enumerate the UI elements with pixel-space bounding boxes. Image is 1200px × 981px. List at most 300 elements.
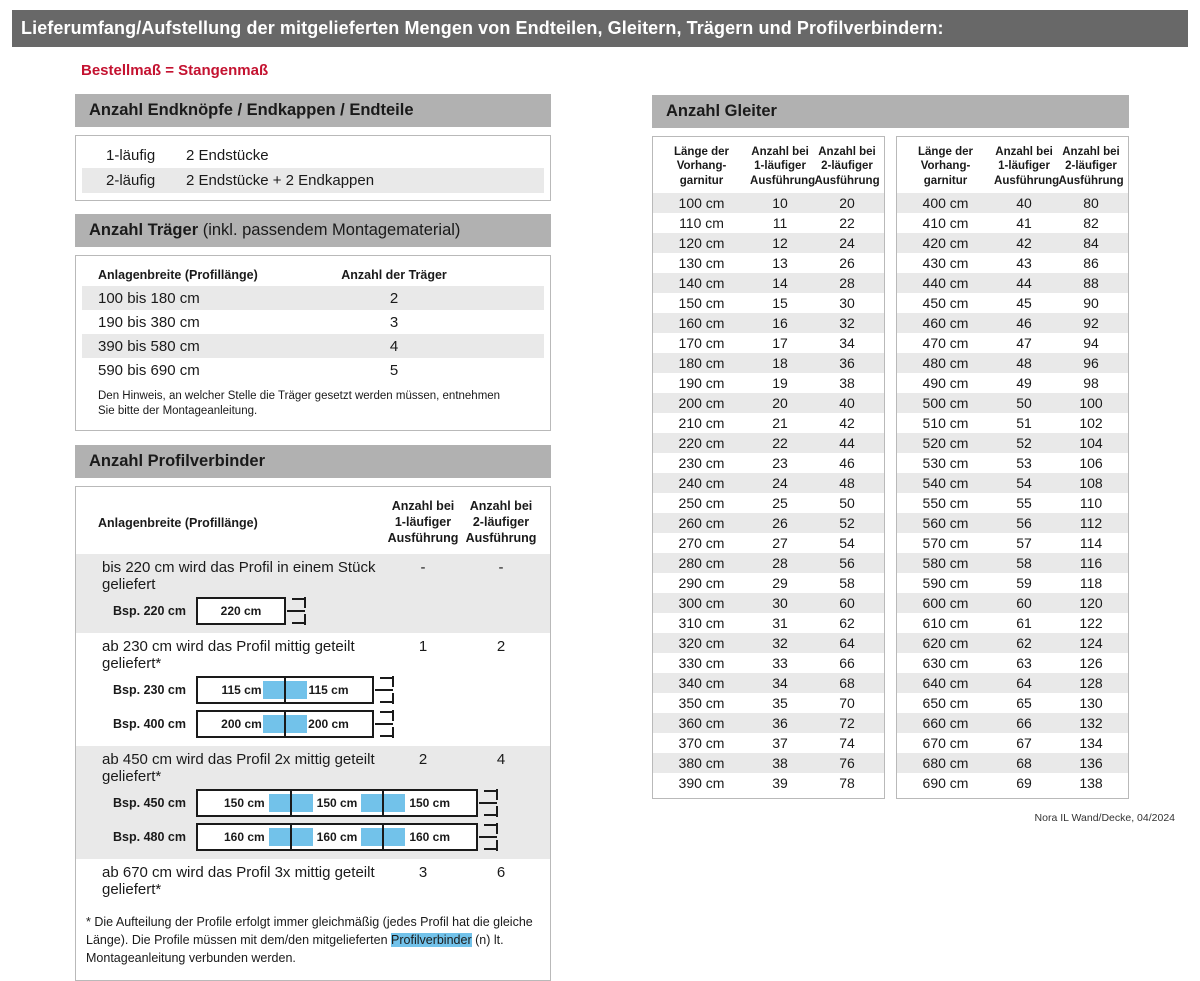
gleiter-row bbox=[653, 513, 884, 533]
profile-example-label: Bsp. 400 cm bbox=[113, 716, 186, 731]
profile-segment-label: 220 cm bbox=[220, 603, 262, 618]
gleiter-row bbox=[897, 593, 1128, 613]
gleiter-length: 110 cm bbox=[679, 215, 724, 232]
gleiter-row bbox=[897, 753, 1128, 773]
profile-bar bbox=[196, 789, 478, 817]
profilverbinder-col2-header: Anzahl bei 1-läufiger Ausführung bbox=[387, 499, 459, 545]
profile-example-row bbox=[76, 786, 550, 819]
gleiter-row bbox=[897, 673, 1128, 693]
gleiter-count-2laeufig: 138 bbox=[1079, 775, 1103, 792]
gleiter-count-1laeufig: 22 bbox=[772, 435, 788, 452]
gleiter-count-1laeufig: 51 bbox=[1016, 415, 1032, 432]
gleiter-count-1laeufig: 26 bbox=[772, 515, 788, 532]
traeger-col1-header: Anlagenbreite (Profillänge) bbox=[98, 268, 258, 282]
traeger-row-count: 3 bbox=[389, 313, 399, 331]
gleiter-length: 260 cm bbox=[678, 515, 725, 532]
traeger-row-range: 590 bis 690 cm bbox=[98, 361, 200, 379]
profilverbinder-table bbox=[75, 486, 551, 980]
gleiter-length: 600 cm bbox=[922, 595, 969, 612]
profile-segment-label: 200 cm bbox=[308, 716, 349, 731]
gleiter-length: 100 cm bbox=[678, 195, 725, 212]
gleiter-length: 570 cm bbox=[922, 535, 969, 552]
endteile-row-value: 2 Endstücke + 2 Endkappen bbox=[186, 172, 375, 189]
gleiter-count-1laeufig: 27 bbox=[772, 535, 788, 552]
gleiter-length: 580 cm bbox=[922, 555, 969, 572]
profilverbinder-footnote bbox=[76, 904, 550, 975]
gleiter-count-1laeufig: 47 bbox=[1016, 335, 1032, 352]
traeger-row bbox=[82, 358, 544, 382]
gleiter-row bbox=[653, 293, 884, 313]
traeger-row bbox=[82, 286, 544, 310]
gleiter-count-1laeufig: 23 bbox=[772, 455, 788, 472]
gleiter-row bbox=[897, 413, 1128, 433]
gleiter-length: 250 cm bbox=[678, 495, 725, 512]
gleiter-count-2laeufig: 84 bbox=[1083, 235, 1099, 252]
gleiter-row bbox=[897, 713, 1128, 733]
gleiter-count-2laeufig: 64 bbox=[839, 635, 855, 652]
gleiter-count-1laeufig: 60 bbox=[1016, 595, 1032, 612]
section-header-traeger-bold: Anzahl Träger bbox=[89, 221, 199, 239]
gleiter-length: 430 cm bbox=[922, 255, 969, 272]
gleiter-row bbox=[897, 693, 1128, 713]
gleiter-count-2laeufig: 44 bbox=[839, 435, 855, 452]
gleiter-length: 160 cm bbox=[678, 315, 725, 332]
traeger-row-range: 390 bis 580 cm bbox=[98, 337, 200, 355]
footnote-text-post: (n) lt. Montageanleitung verbunden werden. bbox=[86, 933, 504, 966]
profile-segment-label: 150 cm bbox=[223, 795, 265, 810]
profile-example-row bbox=[76, 673, 550, 706]
endteile-row-label: 2-läufig bbox=[106, 172, 156, 189]
end-bracket-icon bbox=[287, 595, 309, 627]
gleiter-length: 190 cm bbox=[678, 375, 725, 392]
gleiter-length: 490 cm bbox=[922, 375, 969, 392]
gleiter-count-1laeufig: 11 bbox=[772, 215, 788, 232]
gleiter-row bbox=[897, 193, 1128, 213]
gleiter-count-2laeufig: 24 bbox=[839, 235, 855, 252]
gleiter-count-1laeufig: 54 bbox=[1016, 475, 1032, 492]
gleiter-count-2laeufig: 80 bbox=[1083, 195, 1099, 212]
gleiter-count-1laeufig: 24 bbox=[772, 475, 788, 492]
section-header-endteile: Anzahl Endknöpfe / Endkappen / Endteile bbox=[75, 94, 551, 127]
gleiter-count-1laeufig: 58 bbox=[1016, 555, 1032, 572]
gleiter-row bbox=[897, 533, 1128, 553]
gleiter-count-1laeufig: 41 bbox=[1016, 215, 1032, 232]
gleiter-length: 270 cm bbox=[678, 535, 725, 552]
gleiter-count-2laeufig: 60 bbox=[839, 595, 855, 612]
gleiter-count-2laeufig: 124 bbox=[1079, 635, 1103, 652]
gleiter-count-2laeufig: 102 bbox=[1079, 415, 1103, 432]
end-bracket-icon bbox=[375, 708, 397, 740]
gleiter-count-2laeufig: 126 bbox=[1079, 655, 1103, 672]
gleiter-length: 420 cm bbox=[922, 235, 969, 252]
traeger-row-range: 190 bis 380 cm bbox=[98, 313, 200, 331]
order-size-note: Bestellmaß = Stangenmaß bbox=[81, 62, 269, 79]
gleiter-length: 460 cm bbox=[922, 315, 969, 332]
traeger-rows bbox=[82, 286, 544, 382]
gleiter-tables bbox=[652, 136, 1129, 799]
profile-bar-wrap bbox=[196, 708, 397, 740]
gleiter-length: 170 cm bbox=[678, 335, 725, 352]
gleiter-count-2laeufig: 20 bbox=[839, 195, 855, 212]
gleiter-count-2laeufig: 110 bbox=[1079, 495, 1103, 512]
gleiter-count-2laeufig: 38 bbox=[839, 375, 855, 392]
gleiter-length: 540 cm bbox=[922, 475, 969, 492]
gleiter-count-1laeufig: 66 bbox=[1016, 715, 1032, 732]
gleiter-count-2laeufig: 114 bbox=[1079, 535, 1103, 552]
gleiter-count-2laeufig: 130 bbox=[1079, 695, 1103, 712]
gleiter-col-header: Anzahl bei 2-läufiger Ausführung bbox=[814, 146, 880, 187]
profilverbinder-block bbox=[76, 633, 550, 746]
gleiter-length: 150 cm bbox=[678, 295, 725, 312]
gleiter-left-rows bbox=[653, 193, 884, 793]
gleiter-row bbox=[653, 413, 884, 433]
gleiter-length: 480 cm bbox=[922, 355, 969, 372]
gleiter-count-1laeufig: 30 bbox=[772, 595, 788, 612]
gleiter-count-1laeufig: 29 bbox=[772, 575, 788, 592]
profile-segment-label: 115 cm bbox=[221, 682, 262, 697]
gleiter-row bbox=[653, 333, 884, 353]
gleiter-length: 240 cm bbox=[678, 475, 725, 492]
gleiter-count-1laeufig: 21 bbox=[772, 415, 788, 432]
gleiter-length: 590 cm bbox=[922, 575, 969, 592]
gleiter-count-1laeufig: 52 bbox=[1016, 435, 1032, 452]
gleiter-length: 410 cm bbox=[922, 215, 969, 232]
gleiter-count-1laeufig: 64 bbox=[1016, 675, 1032, 692]
gleiter-count-2laeufig: 104 bbox=[1079, 435, 1103, 452]
traeger-note: Den Hinweis, an welcher Stelle die Träger gesetzt werden müssen, entnehmen Sie bitte der Montageanleitung. bbox=[98, 390, 501, 418]
gleiter-row bbox=[897, 213, 1128, 233]
gleiter-count-2laeufig: 56 bbox=[839, 555, 855, 572]
gleiter-col-header: Anzahl bei 2-läufiger Ausführung bbox=[1058, 146, 1124, 187]
profilverbinder-block-title: ab 670 cm wird das Profil 3x mittig geteilt geliefert* bbox=[102, 864, 375, 899]
gleiter-row bbox=[897, 233, 1128, 253]
gleiter-length: 650 cm bbox=[922, 695, 969, 712]
gleiter-row bbox=[653, 533, 884, 553]
gleiter-count-2laeufig: 42 bbox=[839, 415, 855, 432]
footnote-text-pre: * Die Aufteilung der Profile erfolgt immer gleichmäßig (jedes Profil hat die gleiche Länge). Die Profile müssen mit dem/den mitgelieferten bbox=[86, 915, 533, 948]
gleiter-count-2laeufig: 62 bbox=[839, 615, 855, 632]
gleiter-count-2laeufig: 76 bbox=[839, 755, 855, 772]
gleiter-count-2laeufig: 32 bbox=[839, 315, 855, 332]
gleiter-count-1laeufig: 67 bbox=[1016, 735, 1032, 752]
gleiter-length: 360 cm bbox=[678, 715, 725, 732]
gleiter-count-2laeufig: 30 bbox=[839, 295, 855, 312]
profile-bar bbox=[196, 676, 374, 704]
gleiter-count-2laeufig: 120 bbox=[1079, 595, 1103, 612]
gleiter-count-2laeufig: 122 bbox=[1079, 615, 1103, 632]
gleiter-count-1laeufig: 13 bbox=[772, 255, 788, 272]
gleiter-table-right bbox=[896, 136, 1129, 799]
gleiter-length: 340 cm bbox=[678, 675, 725, 692]
gleiter-count-1laeufig: 40 bbox=[1016, 195, 1032, 212]
gleiter-length: 200 cm bbox=[678, 395, 725, 412]
gleiter-count-2laeufig: 34 bbox=[839, 335, 855, 352]
gleiter-count-2laeufig: 36 bbox=[839, 355, 855, 372]
gleiter-row bbox=[653, 433, 884, 453]
gleiter-count-2laeufig: 92 bbox=[1083, 315, 1099, 332]
profilverbinder-value-1laeufig: 2 bbox=[418, 751, 428, 769]
gleiter-row bbox=[897, 453, 1128, 473]
gleiter-length: 120 cm bbox=[678, 235, 725, 252]
gleiter-length: 350 cm bbox=[678, 695, 725, 712]
profile-bar-wrap bbox=[196, 821, 501, 853]
right-column bbox=[652, 95, 1129, 799]
gleiter-count-1laeufig: 35 bbox=[772, 695, 788, 712]
gleiter-count-2laeufig: 46 bbox=[839, 455, 855, 472]
gleiter-length: 220 cm bbox=[678, 435, 725, 452]
traeger-row bbox=[82, 334, 544, 358]
profilverbinder-block-titlerow bbox=[76, 751, 550, 785]
gleiter-length: 520 cm bbox=[922, 435, 969, 452]
gleiter-count-2laeufig: 136 bbox=[1079, 755, 1103, 772]
gleiter-row bbox=[897, 273, 1128, 293]
gleiter-row bbox=[653, 353, 884, 373]
gleiter-row bbox=[653, 773, 884, 793]
profile-bar-wrap bbox=[196, 787, 501, 819]
gleiter-count-2laeufig: 100 bbox=[1079, 395, 1103, 412]
traeger-row bbox=[82, 310, 544, 334]
gleiter-length: 380 cm bbox=[678, 755, 725, 772]
gleiter-length: 300 cm bbox=[678, 595, 725, 612]
page-title: Lieferumfang/Aufstellung der mitgelieferten Mengen von Endteilen, Gleitern, Trägern und Profilverbindern: bbox=[12, 10, 1188, 47]
profile-example-label: Bsp. 230 cm bbox=[113, 682, 186, 697]
gleiter-length: 670 cm bbox=[922, 735, 969, 752]
gleiter-count-1laeufig: 65 bbox=[1016, 695, 1032, 712]
gleiter-count-1laeufig: 56 bbox=[1016, 515, 1032, 532]
section-header-gleiter: Anzahl Gleiter bbox=[652, 95, 1129, 128]
gleiter-row bbox=[897, 473, 1128, 493]
gleiter-count-2laeufig: 132 bbox=[1079, 715, 1103, 732]
gleiter-count-2laeufig: 94 bbox=[1083, 335, 1099, 352]
profilverbinder-block-title: bis 220 cm wird das Profil in einem Stück geliefert bbox=[102, 559, 376, 594]
gleiter-row bbox=[653, 473, 884, 493]
profilverbinder-block bbox=[76, 859, 550, 904]
profilverbinder-block-title: ab 450 cm wird das Profil 2x mittig geteilt geliefert* bbox=[102, 751, 375, 786]
gleiter-row bbox=[653, 693, 884, 713]
gleiter-length: 510 cm bbox=[922, 415, 969, 432]
gleiter-length: 230 cm bbox=[678, 455, 725, 472]
profile-example-label: Bsp. 220 cm bbox=[113, 603, 186, 618]
traeger-col2-header: Anzahl der Träger bbox=[341, 268, 447, 282]
left-column bbox=[75, 62, 551, 981]
endteile-row bbox=[82, 143, 544, 168]
gleiter-count-2laeufig: 58 bbox=[839, 575, 855, 592]
gleiter-length: 470 cm bbox=[922, 335, 969, 352]
traeger-row-count: 2 bbox=[389, 289, 399, 307]
gleiter-row bbox=[653, 733, 884, 753]
gleiter-count-1laeufig: 69 bbox=[1016, 775, 1032, 792]
gleiter-count-1laeufig: 28 bbox=[772, 555, 788, 572]
gleiter-count-1laeufig: 59 bbox=[1016, 575, 1032, 592]
profilverbinder-blocks bbox=[76, 554, 550, 904]
gleiter-row bbox=[653, 233, 884, 253]
gleiter-count-2laeufig: 86 bbox=[1083, 255, 1099, 272]
profile-segment-label: 160 cm bbox=[223, 829, 265, 844]
gleiter-row bbox=[653, 613, 884, 633]
profilverbinder-col3-header: Anzahl bei 2-läufiger Ausführung bbox=[465, 499, 537, 545]
gleiter-row bbox=[653, 633, 884, 653]
traeger-table-head bbox=[82, 264, 544, 286]
gleiter-row bbox=[653, 753, 884, 773]
gleiter-count-2laeufig: 128 bbox=[1079, 675, 1103, 692]
gleiter-count-1laeufig: 32 bbox=[772, 635, 788, 652]
gleiter-row bbox=[653, 393, 884, 413]
gleiter-count-1laeufig: 12 bbox=[772, 235, 788, 252]
profile-example-row bbox=[76, 594, 550, 627]
gleiter-col-header: Anzahl bei 1-läufiger Ausführung bbox=[994, 146, 1060, 187]
gleiter-row bbox=[897, 553, 1128, 573]
gleiter-length: 130 cm bbox=[678, 255, 725, 272]
endteile-rows bbox=[82, 143, 544, 193]
gleiter-length: 620 cm bbox=[922, 635, 969, 652]
gleiter-length: 680 cm bbox=[922, 755, 969, 772]
gleiter-length: 370 cm bbox=[678, 735, 725, 752]
gleiter-row bbox=[897, 333, 1128, 353]
endteile-row-value: 2 Endstücke bbox=[186, 147, 269, 164]
gleiter-count-1laeufig: 15 bbox=[772, 295, 788, 312]
gleiter-count-1laeufig: 55 bbox=[1016, 495, 1032, 512]
profilverbinder-block bbox=[76, 746, 550, 859]
gleiter-length: 280 cm bbox=[678, 555, 725, 572]
gleiter-count-1laeufig: 31 bbox=[772, 615, 788, 632]
profile-segment-label: 150 cm bbox=[316, 795, 358, 810]
gleiter-row bbox=[653, 273, 884, 293]
traeger-row-count: 5 bbox=[389, 361, 399, 379]
document-footer: Nora IL Wand/Decke, 04/2024 bbox=[1034, 812, 1175, 824]
gleiter-count-1laeufig: 39 bbox=[772, 775, 788, 792]
gleiter-count-2laeufig: 108 bbox=[1079, 475, 1103, 492]
profilverbinder-col1-header: Anlagenbreite (Profillänge) bbox=[98, 515, 258, 530]
profilverbinder-block bbox=[76, 554, 550, 633]
profilverbinder-block-titlerow bbox=[76, 638, 550, 672]
profile-example-row bbox=[76, 707, 550, 740]
gleiter-row bbox=[897, 353, 1128, 373]
gleiter-row bbox=[653, 673, 884, 693]
gleiter-count-1laeufig: 44 bbox=[1016, 275, 1032, 292]
gleiter-row bbox=[653, 253, 884, 273]
gleiter-count-1laeufig: 57 bbox=[1016, 535, 1032, 552]
gleiter-count-1laeufig: 17 bbox=[772, 335, 788, 352]
gleiter-row bbox=[653, 373, 884, 393]
gleiter-count-2laeufig: 72 bbox=[839, 715, 855, 732]
gleiter-row bbox=[897, 773, 1128, 793]
gleiter-row bbox=[653, 573, 884, 593]
profile-bar bbox=[196, 597, 286, 625]
gleiter-row bbox=[653, 313, 884, 333]
section-header-traeger-rest: (inkl. passendem Montagematerial) bbox=[198, 221, 461, 239]
gleiter-count-1laeufig: 20 bbox=[772, 395, 788, 412]
gleiter-row bbox=[653, 453, 884, 473]
gleiter-count-1laeufig: 18 bbox=[772, 355, 788, 372]
gleiter-length: 500 cm bbox=[922, 395, 969, 412]
gleiter-row bbox=[897, 653, 1128, 673]
gleiter-col-header: Anzahl bei 1-läufiger Ausführung bbox=[750, 146, 816, 187]
footnote-highlight: Profilverbinder bbox=[391, 933, 472, 948]
profilverbinder-value-2laeufig: - bbox=[498, 559, 504, 577]
gleiter-count-2laeufig: 22 bbox=[839, 215, 855, 232]
gleiter-row bbox=[653, 593, 884, 613]
gleiter-length: 290 cm bbox=[678, 575, 725, 592]
gleiter-count-2laeufig: 90 bbox=[1083, 295, 1099, 312]
endteile-row-label: 1-läufig bbox=[106, 147, 156, 164]
gleiter-count-1laeufig: 38 bbox=[772, 755, 788, 772]
gleiter-count-1laeufig: 33 bbox=[772, 655, 788, 672]
gleiter-row bbox=[897, 513, 1128, 533]
gleiter-count-1laeufig: 43 bbox=[1016, 255, 1032, 272]
gleiter-count-2laeufig: 52 bbox=[839, 515, 855, 532]
profile-segment-label: 150 cm bbox=[409, 795, 451, 810]
gleiter-length: 320 cm bbox=[678, 635, 725, 652]
gleiter-count-1laeufig: 49 bbox=[1016, 375, 1032, 392]
gleiter-count-2laeufig: 134 bbox=[1079, 735, 1103, 752]
traeger-table bbox=[75, 255, 551, 431]
traeger-row-range: 100 bis 180 cm bbox=[98, 289, 200, 307]
end-bracket-icon bbox=[479, 821, 501, 853]
gleiter-count-2laeufig: 40 bbox=[839, 395, 855, 412]
end-bracket-icon bbox=[375, 674, 397, 706]
gleiter-row bbox=[897, 293, 1128, 313]
gleiter-count-2laeufig: 118 bbox=[1079, 575, 1103, 592]
gleiter-count-1laeufig: 14 bbox=[772, 275, 788, 292]
gleiter-length: 440 cm bbox=[922, 275, 969, 292]
profilverbinder-value-1laeufig: 3 bbox=[418, 864, 428, 882]
gleiter-count-1laeufig: 42 bbox=[1016, 235, 1032, 252]
gleiter-table-left bbox=[652, 136, 885, 799]
gleiter-length: 140 cm bbox=[678, 275, 725, 292]
gleiter-length: 310 cm bbox=[678, 615, 725, 632]
profile-bar bbox=[196, 823, 478, 851]
gleiter-length: 390 cm bbox=[678, 775, 725, 792]
gleiter-count-1laeufig: 62 bbox=[1016, 635, 1032, 652]
gleiter-count-1laeufig: 46 bbox=[1016, 315, 1032, 332]
profilverbinder-block-titlerow bbox=[76, 864, 550, 898]
profilverbinder-value-1laeufig: 1 bbox=[418, 638, 428, 656]
profilverbinder-value-2laeufig: 4 bbox=[496, 751, 506, 769]
gleiter-count-1laeufig: 50 bbox=[1016, 395, 1032, 412]
gleiter-col-header: Länge der Vorhang- garnitur bbox=[918, 146, 973, 187]
profilverbinder-table-head bbox=[76, 493, 550, 554]
gleiter-length: 210 cm bbox=[678, 415, 725, 432]
endteile-row bbox=[82, 168, 544, 193]
gleiter-length: 450 cm bbox=[922, 295, 969, 312]
gleiter-length: 630 cm bbox=[922, 655, 969, 672]
gleiter-count-2laeufig: 50 bbox=[839, 495, 855, 512]
gleiter-row bbox=[897, 633, 1128, 653]
gleiter-length: 530 cm bbox=[922, 455, 969, 472]
gleiter-length: 550 cm bbox=[922, 495, 969, 512]
gleiter-count-2laeufig: 28 bbox=[839, 275, 855, 292]
gleiter-count-2laeufig: 26 bbox=[839, 255, 855, 272]
profile-segment-label: 160 cm bbox=[316, 829, 358, 844]
profile-segment-label: 200 cm bbox=[221, 716, 262, 731]
gleiter-count-2laeufig: 88 bbox=[1083, 275, 1099, 292]
gleiter-row bbox=[897, 393, 1128, 413]
gleiter-length: 560 cm bbox=[922, 515, 969, 532]
gleiter-row bbox=[653, 493, 884, 513]
profilverbinder-block-titlerow bbox=[76, 559, 550, 593]
gleiter-count-1laeufig: 36 bbox=[772, 715, 788, 732]
gleiter-count-1laeufig: 37 bbox=[772, 735, 788, 752]
gleiter-count-2laeufig: 70 bbox=[839, 695, 855, 712]
gleiter-row bbox=[897, 733, 1128, 753]
gleiter-count-2laeufig: 48 bbox=[839, 475, 855, 492]
gleiter-row bbox=[653, 193, 884, 213]
gleiter-count-2laeufig: 78 bbox=[839, 775, 855, 792]
gleiter-count-2laeufig: 68 bbox=[839, 675, 855, 692]
profile-segment-label: 160 cm bbox=[409, 829, 451, 844]
profilverbinder-value-1laeufig: - bbox=[420, 559, 426, 577]
gleiter-count-1laeufig: 19 bbox=[772, 375, 788, 392]
